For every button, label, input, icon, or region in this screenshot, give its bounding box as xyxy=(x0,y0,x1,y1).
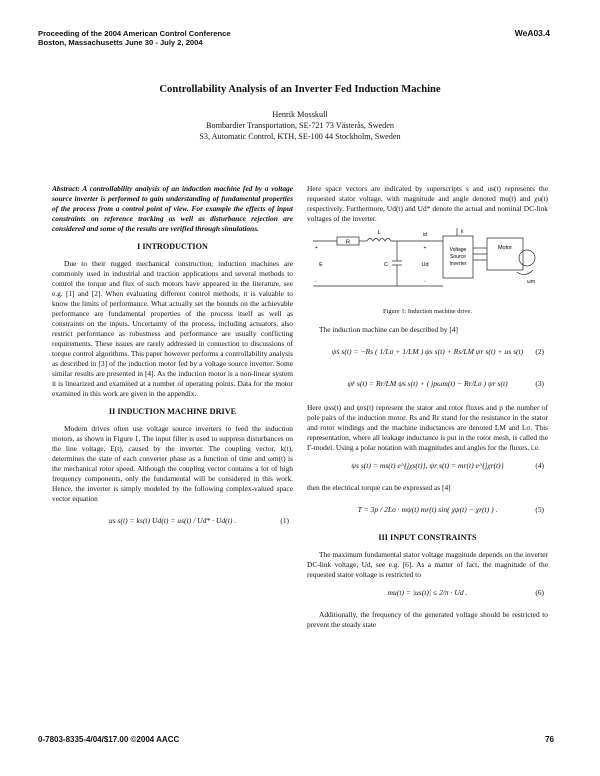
equation-1-number: (1) xyxy=(280,516,289,525)
coupling-vector-label: k xyxy=(461,229,464,235)
equation-2-number: (2) xyxy=(535,347,544,357)
frequency-paragraph: Additionally, the frequency of the generated voltage should be restricted to prevent the steady state xyxy=(307,610,548,630)
equation-4 xyxy=(307,457,548,479)
right-column xyxy=(307,184,548,630)
author-name: Henrik Mosskull xyxy=(272,110,328,119)
affiliation-1: Bombardier Transportation, SE-721 73 Västerås, Sweden xyxy=(206,121,394,130)
equation-5 xyxy=(307,497,548,525)
equation-5-body: T = 3p / 2Lσ · mψ(t) mr(t) sin( χψ(t) − χr(t) ) . xyxy=(357,505,498,515)
equation-3-number: (3) xyxy=(535,379,544,389)
minus-sign-source: - xyxy=(315,279,317,285)
space-vector-paragraph: Here space vectors are indicated by superscripts s and us(t) represents the requested stator voltage, with magnitude and angle denoted mu(t) and χu(t) respectively. Furthermore, Ud(t) and Ud* denote the actual and nominal DC-link voltages of the inverter. xyxy=(307,184,548,223)
flux-paragraph: Here ψss(t) and ψrs(t) represent the stator and rotor fluxes and p the number of pole pairs of the induction motor. Rs and Rr stand for the resistance in the stator and rotor windings and the machine inductances are denoted LM and Lσ. This representation, where all leakage inductance is put in the rotor mesh, is called the Γ-model. Using a polar notation with magnitudes and angles for the fluxes, i.e. xyxy=(307,403,548,453)
section-heading-introduction: I INTRODUCTION xyxy=(137,242,208,251)
equation-3-body: ψ̇r s(t) = Rr/LM ψs s(t) + ( jpωm(t) − Rr/Lσ ) ψr s(t) xyxy=(347,379,508,389)
equation-3 xyxy=(307,371,548,399)
dc-current-label: id xyxy=(423,232,427,238)
proceedings-header xyxy=(38,29,358,47)
equation-1-body: us s(t) = ks(t) Ud(t) = us(t) / Ud* · Ud(t) . xyxy=(108,516,237,525)
author-block xyxy=(40,109,560,142)
plus-sign-source: + xyxy=(315,245,318,251)
equation-6-number: (6) xyxy=(535,588,544,598)
model-intro: The induction machine can be described by [4] xyxy=(319,325,458,335)
motor-label: Motor xyxy=(497,245,513,251)
left-column xyxy=(52,184,293,540)
drive-paragraph: Modern drives often use voltage source inverters to feed the induction motors, as shown in Figure 1. The input filter is used to suppress disturbances on the line voltage, E(t), caused by the inverter. The coupling vector, k(t), determines the state of each converter phase as a function of time and ωm(t) is the mechanical rotor speed. Although the coupling vector contains a lot of high frequency components, only the fundamental will be considered in this work. Hence, the inverter is simply modeled by the following complex-valued space vector equation xyxy=(52,424,293,503)
inverter-label-line1: Voltage xyxy=(449,247,467,253)
equation-4-number: (4) xyxy=(535,461,544,471)
equation-2-body: ψ̇s s(t) = −Rs ( 1/Lσ + 1/LM ) ψs s(t) + Rs/LM ψr s(t) + us s(t) xyxy=(331,347,524,357)
paper-title: Controllability Analysis of an Inverter Fed Induction Machine xyxy=(159,84,441,95)
equation-1 xyxy=(52,508,293,536)
abstract: Abstract: A controllability analysis of an induction machine fed by a voltage source inverter is performed to gain understanding of fundamental properties of the process from a control point of view. For example the effects of input constraints on reference tracking as well as disturbance rejection are considered and some of the results are verified through simulations. xyxy=(52,184,293,233)
resistor-label: R xyxy=(346,239,350,246)
section-heading-drive: II INDUCTION MACHINE DRIVE xyxy=(108,407,237,416)
drive-circuit-figure xyxy=(307,228,548,296)
figure-caption: Figure 1: Induction machine drive. xyxy=(383,308,472,316)
equation-5-number: (5) xyxy=(535,505,544,515)
equation-2 xyxy=(307,339,548,367)
line-voltage-label: E xyxy=(319,262,323,268)
proceedings-name: Proceeding of the 2004 American Control Conference xyxy=(38,29,231,38)
inductor-label: L xyxy=(377,230,381,236)
equation-4-body: ψs s(t) = ms(t) e^{jχs(t)}, ψr s(t) = mr(t) e^{jχr(t)} xyxy=(351,461,504,471)
copyright-footer: 0-7803-8335-4/04/$17.00 ©2004 AACC xyxy=(38,735,180,744)
rotor-speed-label: ωm xyxy=(526,279,536,285)
equation-6 xyxy=(307,584,548,606)
plus-sign-dclink: + xyxy=(423,245,427,251)
conference-location: Boston, Massachusetts June 30 - July 2, 2004 xyxy=(38,38,203,47)
constraints-paragraph: The maximum fundamental stator voltage magnitude depends on the inverter DC-link voltage, Ud, see e.g. [6]. As a matter of fact, the magnitude of the requested stator voltage is restricted to xyxy=(307,550,548,580)
inverter-label-line2: Source xyxy=(450,254,466,260)
inverter-label-line3: Inverter xyxy=(449,261,467,267)
equation-6-body: mu(t) = |us(t)| ≤ 2/π · Ud . xyxy=(387,588,468,598)
affiliation-2: S3, Automatic Control, KTH, SE-100 44 Stockholm, Sweden xyxy=(199,132,401,141)
torque-intro: then the electrical torque can be expressed as [4] xyxy=(307,483,451,493)
page-number: 76 xyxy=(545,735,554,744)
intro-paragraph: Due to their rugged mechanical construction, induction machines are commonly used in industrial and traction applications and several methods to control the torque and flux of such motors have appeared in the literature, see e.g. [1] and [2]. When evaluating different control methods, it is valuable to know the limits of performance. What actually set the bounds on the achievable performance are fundamental properties of the process itself as well as constraints on the inputs. Uncertainty of the process, including actuators, also restrict performance as robustness and performance are usually conflicting requirements. These issues are rarely addressed in connection to discussions of torque control algorithms. This paper however performs a controllability analysis as described in [3] of the induction motor fed by a voltage source inverter. Some similar results are presented in [4]. As the induction motor is a non-linear system it is linearized and examined at a number of operating points. Data for the motor examined in this work are given in the appendix. xyxy=(52,259,293,398)
capacitor-label: C xyxy=(384,262,388,268)
session-code: WeA03.4 xyxy=(514,28,550,38)
dc-link-voltage-label: Ud xyxy=(421,262,429,268)
minus-sign-dclink: - xyxy=(424,279,426,285)
section-heading-constraints: III INPUT CONSTRAINTS xyxy=(378,533,477,543)
